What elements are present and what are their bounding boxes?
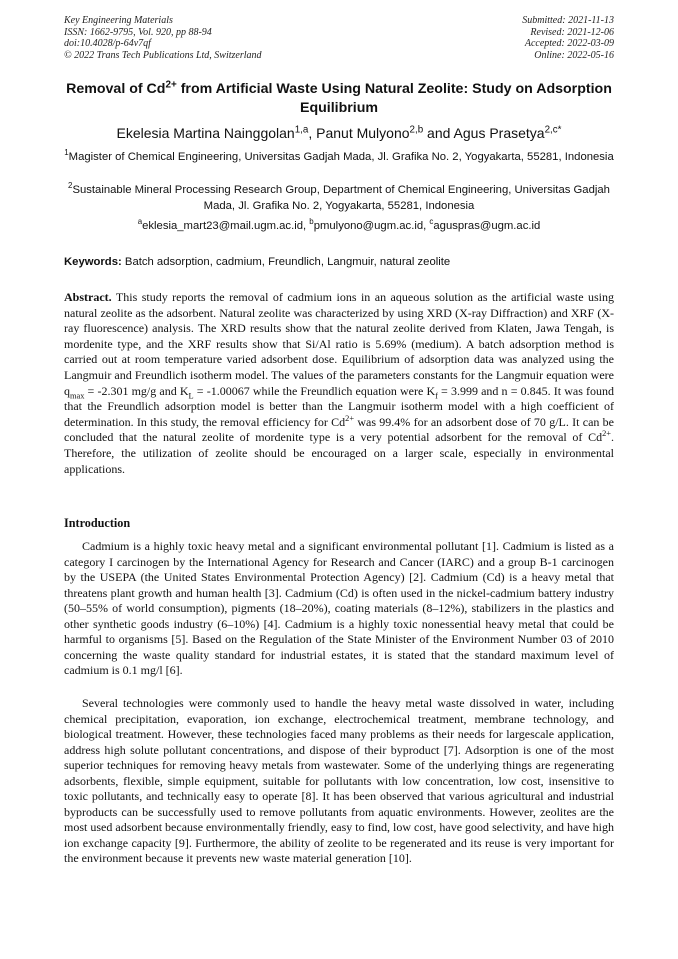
abstract: Abstract. This study reports the removal of cadmium ions in an aqueous solution as the artificial waste using natural zeolite as the adsorbent. Natural zeolite was characterized by using XRD (X-ray Diffraction) and XRF (X-ray fluorescence) analysis. The XRD results show that the natural zeolite derived from Klaten, Jawa Tengah, is mordenite type, and the XRF results show that Si/Al ratio is 5.69% (medium). A batch adsorption method is carried out at room temperature varied adsorbent dose. Equilibrium of adsorption data was analyzed using the Langmuir and Freundlich isotherm model. The values of the parameters constants for the Langmuir equation were $q_{max} = -2.301$ mg/g and $K_L = -1.00067$ while the Freundlich equation were $K_f = 3.999$ and n = 0.845. It was found that the Freundlich adsorption model is better than the Langmuir isotherm model with a high coefficient of determination. In this study, the removal efficiency for $Cd^{2+}$ was 99.4% for an adsorbent dose of 70 g/L. It can be concluded that the natural zeolite of mordenite type is a very potential adsorbent for the removal of $Cd^{2+}$. Therefore, the utilization of zeolite should be encouraged on a larger scale, especially in environmental applications. (64, 290, 614, 476)
intro-paragraph-1: Cadmium is a highly toxic heavy metal and a significant environmental pollutant [1]. Cadmium is listed as a category I carcinogen by the International Agency for Research and Cancer (IARC) and a group B-1 carcinogen by the USEPA (the United States Environmental Protection Agency) [2]. Cadmium (Cd) is a heavy metal that threatens plant growth and human health [3]. Cadmium (Cd) is often used in the nickel-cadmium battery industry (50–55% of world consumption), pigments (18–20%), coating materials (8–12%), stabilizers in the plastics and other synthetic goods industry (6–10%) [4]. Cadmium is a highly toxic nonessential heavy metal that could be harmful to organisms [5]. Based on the Regulation of the State Minister of the Environment Number 03 of 2010 concerning the waste quality standard for industrial estates, it is stated that the standard maximum level of cadmium is 0.1 mg/l [6]. (64, 539, 614, 678)
affiliation-2: $^2$Sustainable Mineral Processing Research Group, Department of Chemical Engineering, Universitas Gadjah Mada, Jl. Grafika No. 2, Yogyakarta, 55281, Indonesia (68, 181, 610, 212)
email-a[interactable]: eklesia_mart23@mail.ugm.ac.id (142, 220, 304, 232)
journal-info (64, 15, 262, 61)
journal-name: Key Engineering Materials (64, 15, 173, 26)
keywords-text: Batch adsorption, cadmium, Freundlich, Langmuir, natural zeolite (124, 256, 451, 268)
author-2: Panut Mulyono (316, 125, 410, 141)
affiliation-1: $^1$Magister of Chemical Engineering, Universitas Gadjah Mada, Jl. Grafika No. 2, Yogyakarta, 55281, Indonesia (64, 148, 614, 163)
abstract-label: Abstract. (64, 290, 112, 304)
section-heading-introduction: Introduction (64, 516, 131, 530)
journal-copyright: © 2022 Trans Tech Publications Ltd, Switzerland (64, 49, 262, 61)
author-3: Agus Prasetya (453, 125, 545, 141)
author-list: Ekelesia Martina Nainggolan$^{1,a}$, Panut Mulyono$^{2,b}$ and Agus Prasetya$^{2,c*}$ (116, 124, 562, 141)
email-b[interactable]: pmulyono@ugm.ac.id (313, 220, 424, 232)
journal-issn: ISSN: 1662-9795, Vol. 920, pp 88-94 (64, 26, 212, 38)
journal-doi[interactable]: doi:10.4028/p-64v7qf (64, 38, 151, 50)
author-1: Ekelesia Martina Nainggolan (116, 125, 295, 141)
date-submitted: Submitted: 2021-11-13 (522, 15, 614, 26)
date-accepted: Accepted: 2022-03-09 (524, 38, 614, 50)
keywords (64, 255, 614, 270)
email-c[interactable]: aguspras@ugm.ac.id (433, 220, 541, 232)
date-online: Online: 2022-05-16 (534, 49, 614, 61)
paper-title: Removal of $Cd^{2+}$ from Artificial Waste Using Natural Zeolite: Study on Adsorption Equilibrium (66, 79, 612, 116)
date-revised: Revised: 2021-12-06 (530, 26, 614, 38)
intro-paragraph-2: Several technologies were commonly used to handle the heavy metal waste dissolved in water, including chemical precipitation, evaporation, ion exchange, electrochemical treatment, membrane technology, and biological treatment. However, these technologies faced many problems as their needs for largescale application, address high solute pollutant concentrations, and dispose of their byproduct [7]. Adsorption is one of the most superior techniques for removing heavy metals from wastewater. Some of the underlying things are regenerating adsorbents, flexible, simple equipment, suitable for pollutants with low concentration, low cost, insensitive to toxic pollutants, and technically easy to operate [8]. It has been observed that various agricultural and industrial byproducts can be successfully used to remove pollutants from aquatic environments. However, zeolites are the most used adsorbent because environmentally friendly, easy to find, low cost, have good selectivity, and have high ion exchange capacity [9]. Furthermore, the ability of zeolite to be regenerated and its reuse is very important for the environment because it prevents new waste material generation [10]. (64, 696, 614, 866)
author-emails: $^a$eklesia_mart23@mail.ugm.ac.id, $^b$pmulyono@ugm.ac.id, $^c$aguspras@ugm.ac.id (137, 217, 541, 232)
keywords-label: Keywords: (64, 256, 122, 268)
submission-dates (522, 15, 614, 61)
